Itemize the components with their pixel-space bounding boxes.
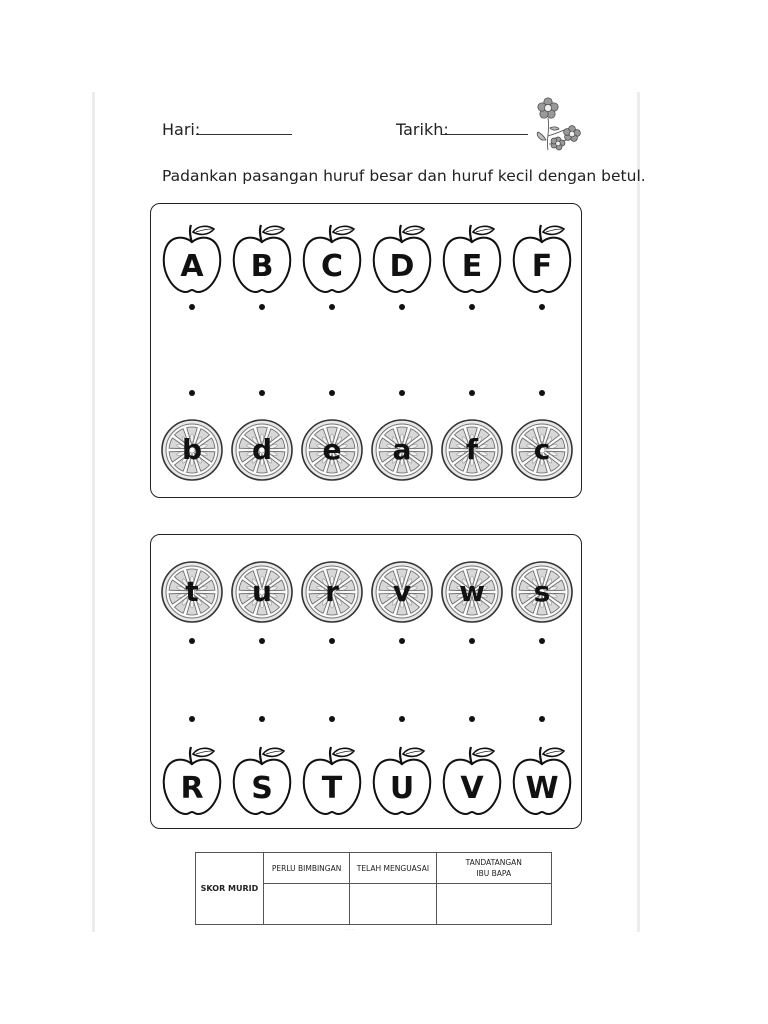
match-dot[interactable] [189, 638, 195, 644]
orange-card-v [370, 552, 434, 624]
letter-u: u [252, 575, 272, 608]
match-dot[interactable] [259, 638, 265, 644]
needs-guidance-cell[interactable] [263, 884, 349, 925]
match-dot[interactable] [399, 304, 405, 310]
orange-card-f [440, 410, 504, 482]
letter-C: C [320, 249, 344, 284]
letter-e: e [322, 433, 342, 466]
apple-card-A [160, 222, 224, 294]
letter-D: D [389, 249, 415, 284]
letter-E: E [461, 249, 483, 284]
letter-c: c [533, 433, 551, 466]
match-dot[interactable] [399, 390, 405, 396]
orange-card-t [160, 552, 224, 624]
apple-card-V [440, 744, 504, 816]
apple-card-C [300, 222, 364, 294]
letter-s: s [533, 575, 551, 608]
orange-card-s [510, 552, 574, 624]
orange-card-c [510, 410, 574, 482]
match-dot[interactable] [399, 638, 405, 644]
match-dot[interactable] [329, 716, 335, 722]
apple-card-D [370, 222, 434, 294]
mastered-cell[interactable] [350, 884, 436, 925]
match-dot[interactable] [469, 390, 475, 396]
letter-V: V [460, 771, 484, 806]
letter-r: r [325, 575, 339, 608]
match-dot[interactable] [189, 390, 195, 396]
match-dot[interactable] [469, 716, 475, 722]
letter-W: W [525, 771, 559, 806]
letter-R: R [180, 771, 204, 806]
date-label: Tarikh: [396, 120, 449, 139]
date-blank[interactable] [442, 134, 528, 135]
letter-F: F [531, 249, 553, 284]
match-dot[interactable] [469, 304, 475, 310]
apple-card-W [510, 744, 574, 816]
letter-S: S [251, 771, 273, 806]
match-dot[interactable] [469, 638, 475, 644]
match-dot[interactable] [259, 716, 265, 722]
match-dot[interactable] [539, 638, 545, 644]
parent-signature-cell[interactable] [436, 884, 551, 925]
flower-icon [532, 96, 582, 152]
match-dot[interactable] [329, 638, 335, 644]
apple-card-U [370, 744, 434, 816]
match-dot[interactable] [259, 304, 265, 310]
letter-d: d [251, 433, 273, 466]
score-table [195, 852, 552, 925]
apple-card-B [230, 222, 294, 294]
letter-U: U [389, 771, 415, 806]
day-label: Hari: [162, 120, 201, 139]
column-mastered: TELAH MENGUASAI [350, 853, 436, 884]
letter-T: T [321, 771, 343, 806]
score-row-header: SKOR MURID [196, 853, 264, 925]
letter-B: B [250, 249, 274, 284]
apple-card-F [510, 222, 574, 294]
day-blank[interactable] [196, 134, 292, 135]
orange-card-e [300, 410, 364, 482]
orange-card-b [160, 410, 224, 482]
match-dot[interactable] [259, 390, 265, 396]
orange-card-d [230, 410, 294, 482]
match-dot[interactable] [329, 304, 335, 310]
orange-card-w [440, 552, 504, 624]
letter-t: t [185, 575, 199, 608]
orange-card-r [300, 552, 364, 624]
match-dot[interactable] [539, 304, 545, 310]
letter-f: f [465, 433, 479, 466]
instruction-text: Padankan pasangan huruf besar dan huruf kecil dengan betul. [162, 167, 646, 185]
letter-b: b [181, 433, 203, 466]
apple-card-E [440, 222, 504, 294]
letter-w: w [459, 575, 485, 608]
letter-v: v [392, 575, 412, 608]
orange-card-u [230, 552, 294, 624]
match-dot[interactable] [329, 390, 335, 396]
match-dot[interactable] [539, 716, 545, 722]
letter-A: A [180, 249, 204, 284]
column-needs-guidance: PERLU BIMBINGAN [263, 853, 349, 884]
column-parent-signature: TANDATANGAN IBU BAPA [436, 853, 551, 884]
match-dot[interactable] [399, 716, 405, 722]
letter-a: a [392, 433, 412, 466]
match-dot[interactable] [189, 716, 195, 722]
footer-mark: ··· [346, 927, 355, 933]
apple-card-R [160, 744, 224, 816]
apple-card-T [300, 744, 364, 816]
orange-card-a [370, 410, 434, 482]
match-dot[interactable] [189, 304, 195, 310]
apple-card-S [230, 744, 294, 816]
match-dot[interactable] [539, 390, 545, 396]
